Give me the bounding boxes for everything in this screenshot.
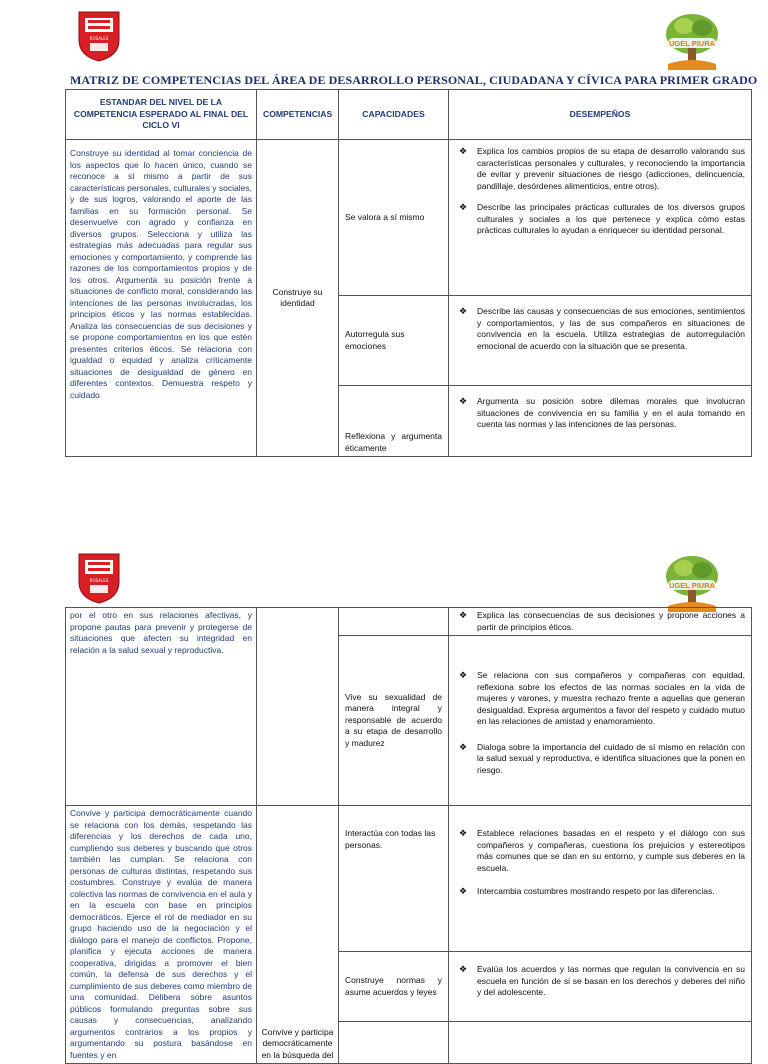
desempenos-cell [449,296,752,386]
capacidad-cell: Autorregula sus emociones [339,296,449,386]
document-page-2 [0,540,768,1060]
school-crest-icon [76,552,122,604]
table-row [66,140,752,296]
school-crest-icon [76,10,122,62]
diamond-bullet-icon: ❖ [459,202,468,212]
desempenos-cell [449,636,752,806]
ugel-piura-logo-icon [660,12,724,72]
list-item: ❖ Explica las consecuencias de sus decisiones y propone acciones a partir de principios éticos. [459,610,745,632]
desempenos-cell [449,806,752,952]
header-capacidades: CAPACIDADES [339,90,449,140]
diamond-bullet-icon: ❖ [459,828,468,838]
list-item: ❖ Intercambia costumbres mostrando respeto por las diferencias. [459,886,715,896]
svg-text:ROSALES: ROSALES [89,578,109,583]
list-item: ❖ Se relaciona con sus compañeros y compañeras con equidad, reflexiona sobre los efectos de las normas sociales en la vida de mujeres y varones, y muestra rechazo frente a aquellas que generan desigualdad. Expresa argumentos a favor del respeto y cuidado mutuo en las relaciones de amistad y enamoramiento. [459,670,745,726]
diamond-bullet-icon: ❖ [459,964,468,975]
diamond-bullet-icon: ❖ [459,146,468,156]
diamond-bullet-icon: ❖ [459,396,468,406]
diamond-bullet-icon: ❖ [459,610,468,620]
desempenos-cell [449,386,752,457]
diamond-bullet-icon: ❖ [459,306,468,316]
list-item: ❖ Explica los cambios propios de su etapa de desarrollo valorando sus características personales y culturales, y reconociendo la importancia de evitar y prevenir situaciones de riesgo (adicciones, delincuencia, pandillaje, desórdenes alimenticios, entre otros). [459,146,745,191]
list-item: ❖ Establece relaciones basadas en el respeto y el diálogo con sus compañeros y compañeras, cuestiona los prejuicios y estereotipos más comunes que se dan en su entorno, y cumple sus deberes en la escuela. [459,828,745,873]
standard-cell: Construye su identidad al tomar conciencia de los aspectos que lo hacen único, cuando se reconoce a sí mismo a partir de sus características personales, culturales y sociales, y de sus logros, valorando el aporte de las familias en su formación personal. Se desenvuelve con agrado y confianza en diversos grupos. Selecciona y utiliza las estrategias más adecuadas para regular sus emociones y comportamiento, y comprende las razones de los comportamientos propios y de los otros. Argumenta su posición frente a situaciones de conflicto moral, considerando las intenciones de las personas involucradas, los principios éticos y las normas establecidas. Analiza las consecuencias de sus decisiones y se propone comportamientos en los que estén presentes criterios éticos. Se relaciona con igualdad o equidad y analiza críticamente situaciones de desigualdad de género en diferentes contextos. Demuestra respeto y cuidado [66,140,257,457]
diamond-bullet-icon: ❖ [459,741,468,752]
list-item: ❖ Describe las principales prácticas culturales de los diversos grupos culturales y sociales a los que pertenece y explica cómo estas prácticas culturales lo ayudan a enriquecer su identidad personal. [459,202,745,235]
capacidad-cell: Interactúa con todas las personas. [339,806,449,952]
desempenos-cell [449,140,752,296]
capacidad-cell: Construye normas y asume acuerdos y leyes [339,952,449,1021]
table-row [66,608,752,636]
table-header-row [66,90,752,140]
capacidad-cell: Reflexiona y argumenta éticamente [339,386,449,457]
desempenos-cell [449,1021,752,1063]
header-desempenos: DESEMPEÑOS [449,90,752,140]
list-item: ❖ Evalúa los acuerdos y las normas que regulan la convivencia en su escuela en función de si se basan en los derechos y deberes del niño y del adolescente. [459,964,745,998]
desempenos-cell [449,608,752,636]
page-title: MATRIZ DE COMPETENCIAS DEL ÁREA DE DESARROLLO PERSONAL, CIUDADANA Y CÍVICA PARA PRIMER GRADO [70,73,758,87]
table-row [66,806,752,952]
svg-text:ROSALES: ROSALES [89,36,109,41]
svg-text:UGEL PIURA: UGEL PIURA [668,581,716,590]
capacidad-cell [339,1021,449,1063]
capacidad-cell: Vive su sexualidad de manera integral y responsable de acuerdo a su etapa de desarrollo y madurez [339,636,449,806]
list-item: ❖ Argumenta su posición sobre dilemas morales que involucran situaciones de convivencia en su familia y en el aula tomando en cuenta las normas y las intenciones de las personas. [459,396,745,429]
header-competencias: COMPETENCIAS [257,90,339,140]
capacidad-cell: Se valora a sí mismo [339,140,449,296]
competencia-cell: Convive y participa democráticamente en la búsqueda del [257,806,339,1064]
standard-cell: por el otro en sus relaciones afectivas, y propone pautas para prevenir y protegerse de situaciones que afecten su integridad en relación a la salud sexual y reproductiva. [66,608,257,806]
diamond-bullet-icon: ❖ [459,886,468,896]
competencia-cell: Construye su identidad [257,140,339,457]
desempenos-cell [449,952,752,1021]
svg-text:UGEL PIURA: UGEL PIURA [668,39,716,48]
list-item: ❖ Dialoga sobre la importancia del cuidado de sí mismo en relación con la salud sexual y reproductiva, e identifica situaciones que la ponen en riesgo. [459,741,745,775]
ugel-piura-logo-icon [660,554,724,614]
header-standard: ESTANDAR DEL NIVEL DE LA COMPETENCIA ESPERADO AL FINAL DEL CICLO VI [66,90,257,140]
competencia-cell [257,608,339,806]
competency-table-2 [65,607,752,1064]
list-item: ❖ Describe las causas y consecuencias de sus emociones, sentimientos y comportamientos, y las de sus compañeros en situaciones de convivencia en la escuela. Utiliza estrategias de autorregulación emocional de acuerdo con la situación que se presenta. [459,306,745,351]
document-page-1 [0,0,768,500]
competency-table-1 [65,89,752,457]
capacidad-cell [339,608,449,636]
diamond-bullet-icon: ❖ [459,670,468,680]
standard-cell: Convive y participa democráticamente cuando se relaciona con los demás, respetando las diferencias y los derechos de cada uno, cumpliendo sus deberes y buscando que otros también las cumplan. Se relaciona con personas de culturas distintas, respetando sus costumbres. Construye y evalúa de manera colectiva las normas de convivencia en el aula y en la escuela con base en principios democráticos. Ejerce el rol de mediador en su grupo haciendo uso de la negociación y el diálogo para el manejo de conflictos. Propone, planifica y ejecuta acciones de manera cooperativa, dirigidas a promover el bien común, la defensa de sus derechos y el cumplimiento de sus deberes como miembro de una comunidad. Delibera sobre asuntos públicos formulando preguntas sobre sus causas y consecuencias, analizando argumentos contrarios a los propios y argumentando su postura basándose en fuentes y en [66,806,257,1064]
